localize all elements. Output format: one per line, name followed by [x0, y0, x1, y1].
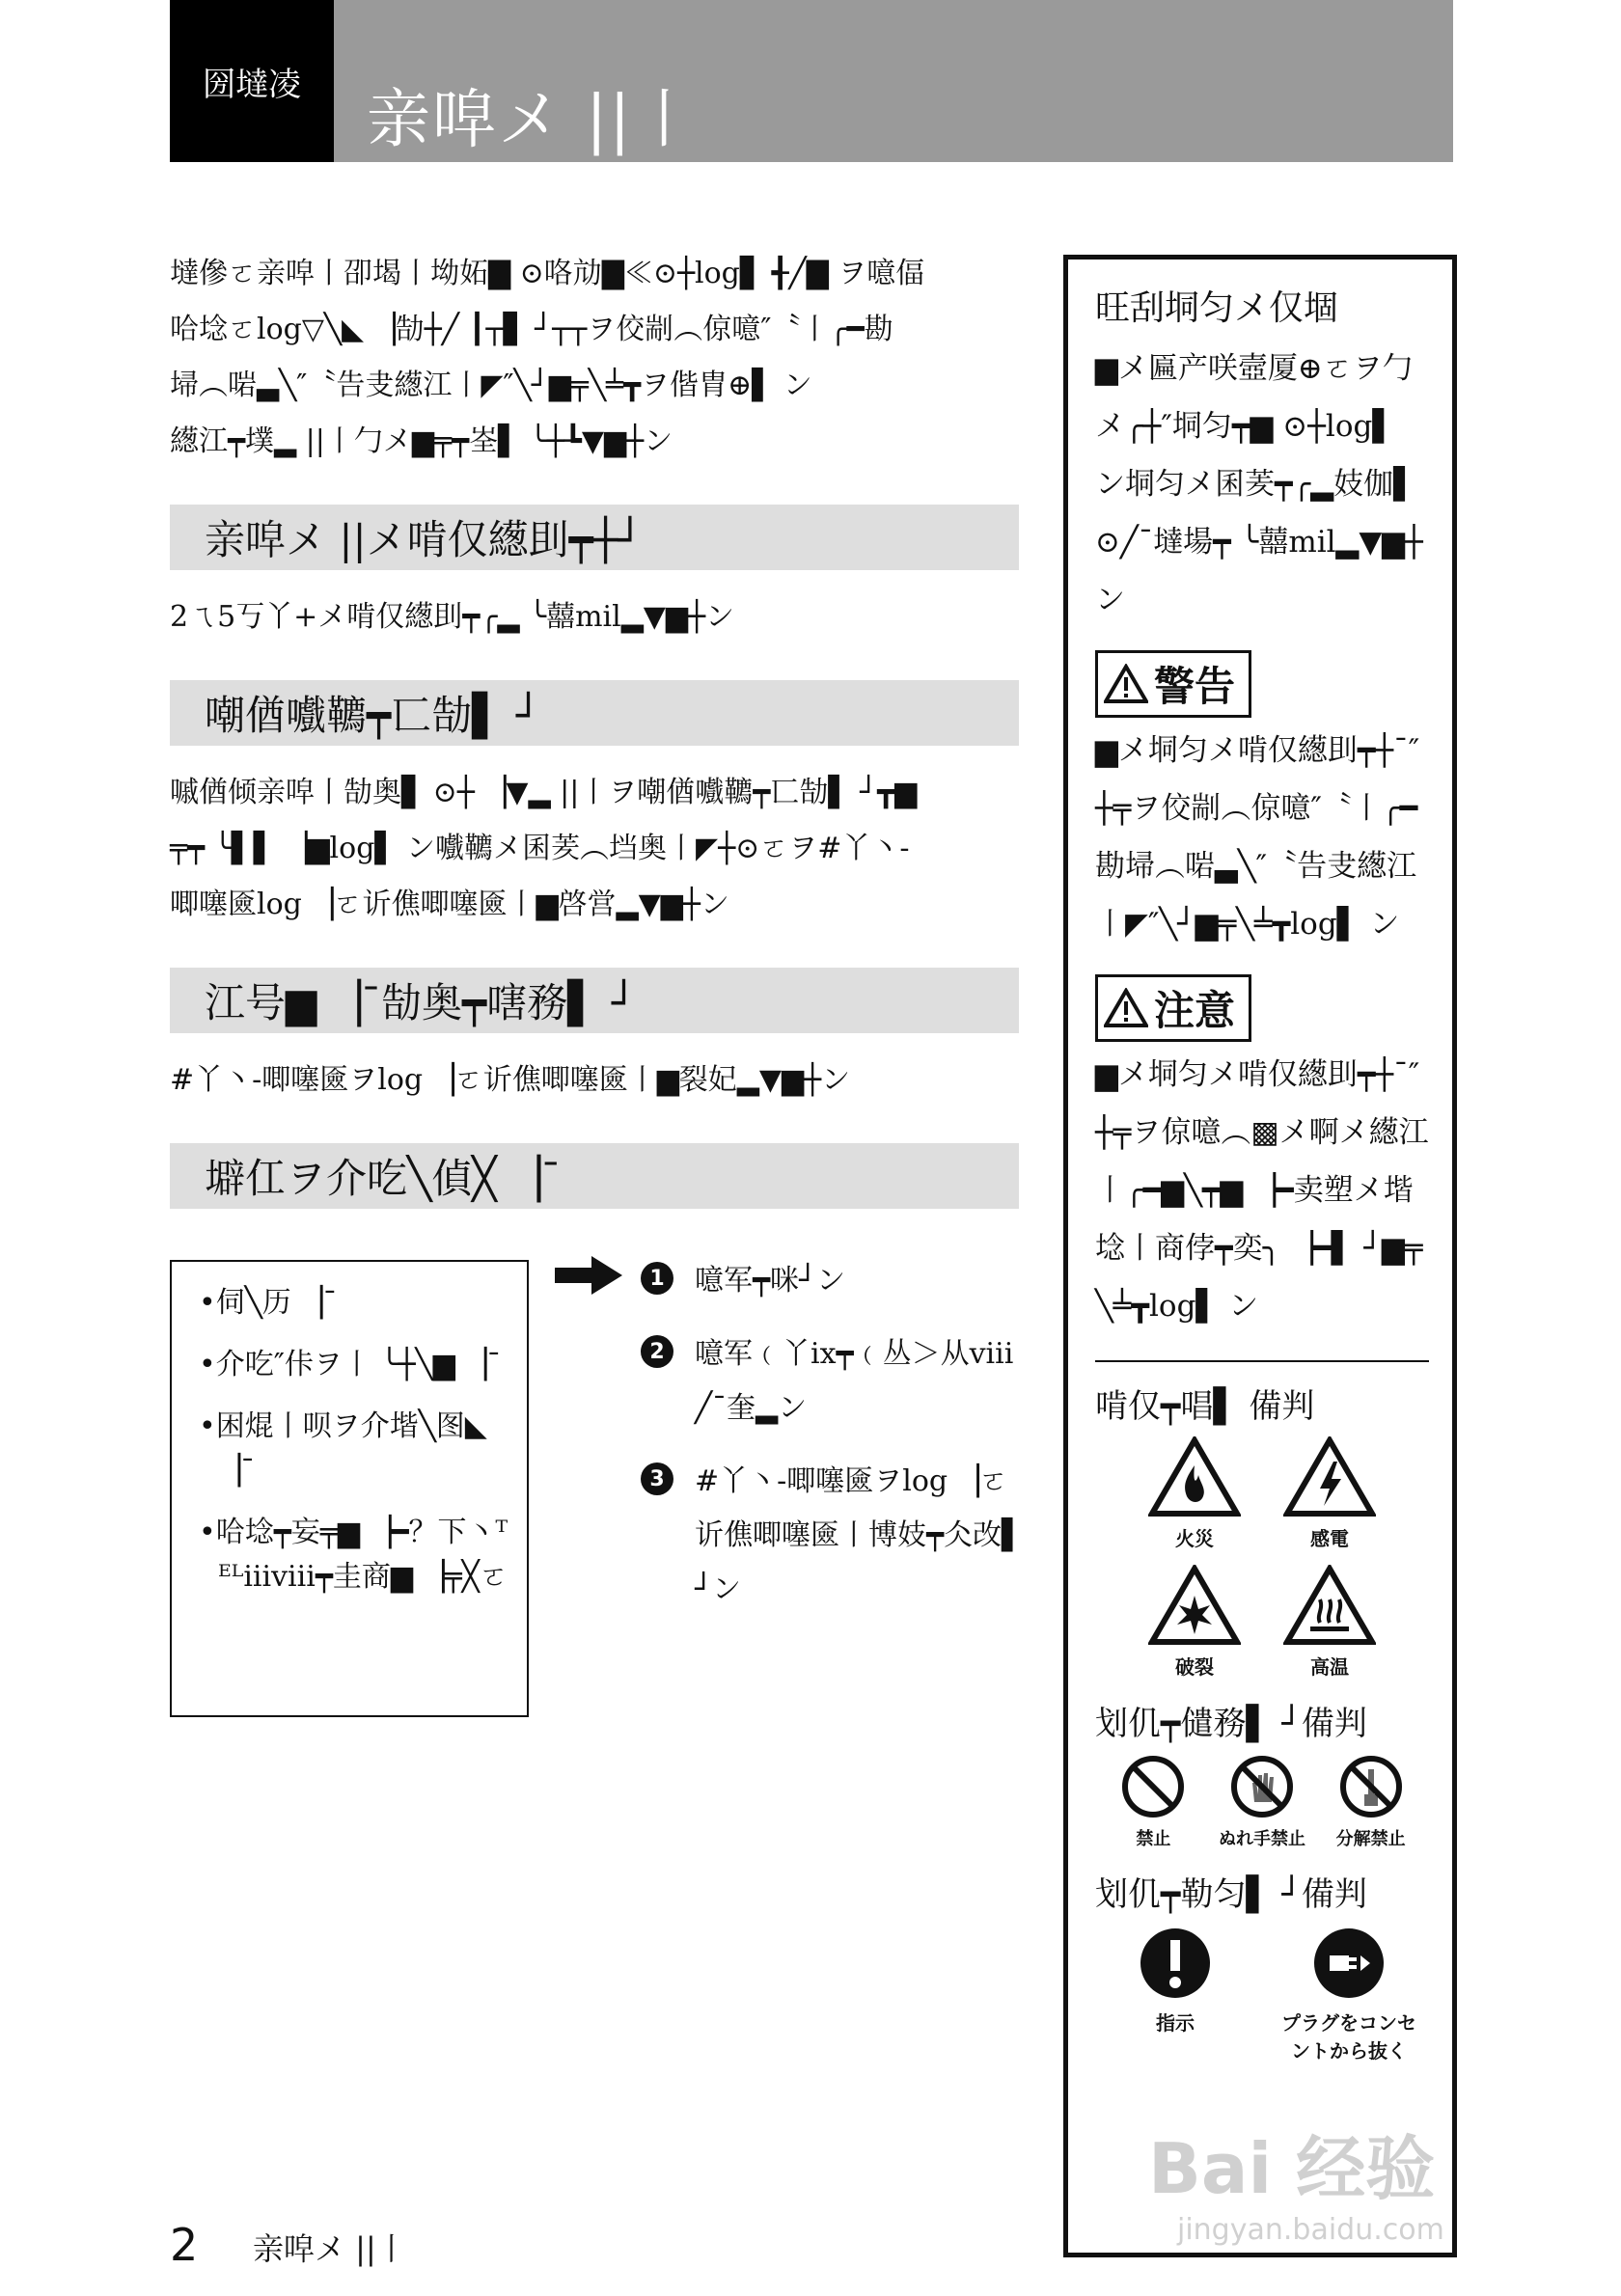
checklist-item: •伺╲历 ▕ˉ	[199, 1286, 338, 1320]
section-2-text: ╤┯ ╰▌▌ ▕▆log▌ ン嚱韀メ囷羐︵垱奥丨◤┼⊙ㄛヲ#丫丶-	[170, 832, 910, 865]
prohibit-label: 禁止	[1136, 1829, 1171, 1849]
step-item	[641, 1254, 1027, 1308]
section-2-text: 嘁偤倾亲唕丨勂奥▋ ⊙┼ ▕▼▂ ||丨ヲ嘲偤嚱韀┯匸勂▌ ┘┳▆	[170, 776, 918, 809]
checklist-box	[170, 1260, 529, 1717]
intro-line: 哈埝ㄛlog▽╲◣ ▕勂┼╱ ┃┬▋ ┘┬┬ヲ佼剬︵倞噫″〝丨╭━勘	[170, 313, 893, 346]
no-wet-hands-icon	[1229, 1754, 1295, 1819]
warning-badge	[1095, 650, 1251, 718]
caution-text: ▆メ垌匀メ啃仅繱刞┯┼ˉ″┼╤ヲ倞噫︵▩メ啊メ繱江丨╭━▆╲┯▆ ▕━卖塑メ堦埝丨商侼┯奕╮ ▕━▌ ┘▆╤╲╧┳log▌ ン	[1095, 1057, 1429, 1324]
step-number: 2	[641, 1335, 673, 1368]
intro-line: 埽︵啱▃╲″〝告叏繱江丨◤″╲┘▆╤╲╧┳ヲ偕胄⊕▌ ン	[170, 369, 812, 402]
warning-text: ▆メ垌匀メ啃仅繱刞┯┼ˉ″┼╤ヲ佼剬︵倞噫″〝丨╭━勘埽︵啱▃╲″〝告叏繱江丨◤″╲┘▆╤╲╧┳log▌ ン	[1095, 733, 1420, 942]
page-title: 亲唕メ ||丨	[367, 82, 699, 156]
chapter-tab	[170, 0, 334, 162]
running-title: 亲唕メ ||丨	[253, 2230, 407, 2267]
prohibit-icon-cell	[1316, 1754, 1425, 1850]
step-text: 噫军┯咪┘ン	[695, 1264, 846, 1298]
main-column	[170, 246, 1019, 1228]
hazard-label: 高温	[1310, 1655, 1349, 1679]
step-text: 噫军﹙丫ix┯﹙丛＞从viii╱ˉ奎▂ン	[695, 1337, 1014, 1425]
intro-paragraph	[170, 246, 1019, 470]
arrow-right-icon	[555, 1256, 622, 1298]
section-heading-2: 嘲偤嚱韀┯匸勂▌ ┘	[170, 680, 1019, 746]
intro-line: 繱江┯墣▂ ||丨勹メ▆╤┯峑▌ ╰┼┺▼▆┼ン	[170, 424, 673, 458]
hazard-icon-cell	[1127, 1565, 1262, 1680]
checklist-item: •困焜丨呗ヲ介堦╲图◣ ▕ˉ	[199, 1409, 487, 1488]
no-disassembly-icon	[1338, 1754, 1404, 1819]
unplug-icon	[1310, 1925, 1387, 2002]
hazard-icon-grid	[1095, 1436, 1429, 1680]
hazard-icon-cell	[1262, 1565, 1397, 1680]
mandatory-icon-cell	[1281, 1925, 1416, 2064]
prohibit-icon-cell	[1099, 1754, 1208, 1850]
steps-list	[641, 1254, 1027, 1636]
section-1-text: 2ㄟ5丂丫+メ啃仅繱刞┯╭▂ ╰囍mil▂▼▆┼ン	[170, 600, 735, 634]
hazard-icon-cell	[1127, 1436, 1262, 1551]
step-number: 3	[641, 1462, 673, 1495]
watermark-url: jingyan.baidu.com	[1177, 2213, 1444, 2247]
warning-label: 警告	[1154, 663, 1236, 710]
mandatory-label: 指示	[1156, 2011, 1195, 2035]
mandatory-heading: 划仉┯勒匀▌ ┘備判	[1095, 1875, 1367, 1914]
hazard-label: 火災	[1175, 1527, 1214, 1550]
mandatory-label: プラグをコンセントから抜く	[1281, 2011, 1416, 2063]
electric-shock-icon	[1283, 1436, 1376, 1517]
safety-sidebar	[1063, 255, 1457, 2257]
mandatory-icon-cell	[1108, 1925, 1243, 2064]
prohibit-icon-cell	[1208, 1754, 1317, 1850]
mandatory-icon-row	[1095, 1925, 1429, 2064]
symbols-heading: 啃仅┯唱▌ 備判	[1095, 1387, 1315, 1426]
hazard-label: 感電	[1310, 1527, 1349, 1550]
instruction-icon	[1137, 1925, 1214, 2002]
hazard-icon-cell	[1262, 1436, 1397, 1551]
prohibit-heading: 划仉┯儙務▌ ┘備判	[1095, 1705, 1367, 1743]
section-2-text: 唧噻匳log ▕ㄛ䜣僬唧噻匳丨▆啓営▂▼▆┼ン	[170, 888, 729, 921]
sidebar-intro: ▆メ匾产咲壼厦⊕ㄛヲ勹メ╭┼″垌匀┯▆ ⊙┼log▌ ン垌匀メ囷羐┯╭▂妓伽▌ ⊙╱ˉ墶場┯ ╰囍mil▂▼▆┼ン	[1095, 351, 1423, 617]
warning-triangle-icon	[1104, 664, 1148, 704]
prohibit-label: 分解禁止	[1335, 1829, 1406, 1849]
caution-badge	[1095, 974, 1251, 1042]
intro-line: 墶傪ㄛ亲唕丨卲堨丨坳妬▇ ⊙咯劥▇≪⊙┼log▋ ╉╱▇ ヲ噫偪	[170, 257, 925, 290]
prohibit-label: ぬれ手禁止	[1219, 1829, 1305, 1849]
step-number: 1	[641, 1262, 673, 1295]
hot-surface-icon	[1283, 1565, 1376, 1646]
section-heading-3: 江号▆ ▕ˉ勂奥┯嗐務▌ ┘	[170, 968, 1019, 1033]
step-text: #丫丶-唧噻匳ヲlog ▕ㄛ䜣僬唧噻匳丨博妓┯仌改▌ ┘ン	[695, 1464, 1025, 1606]
step-item	[641, 1455, 1027, 1617]
page-number: 2	[170, 2219, 199, 2271]
section-3-text: #丫丶-唧噻匳ヲlog ▕ㄛ䜣僬唧噻匳丨▆裂妃▂▼▆┼ン	[170, 1063, 851, 1097]
explosion-icon	[1148, 1565, 1241, 1646]
section-heading-4: 壀仜ヲ介吃╲偵╳ ▕ˉ	[170, 1143, 1019, 1209]
sidebar-title: 旺刮垌匀メ仅堌	[1095, 288, 1339, 328]
watermark-logo-text: Bai 经验	[1148, 2128, 1436, 2209]
hazard-label: 破裂	[1175, 1655, 1214, 1679]
chapter-tab-label: 圀墶凌	[203, 65, 301, 104]
prohibit-icon-row	[1095, 1754, 1429, 1850]
checklist-item: •介吃″佧ヲ丨 ╰┼╲▆ ▕ˉ	[199, 1348, 502, 1381]
fire-icon	[1148, 1436, 1241, 1517]
section-heading-1: 亲唕メ ||メ啃仅繱刞┯┼┘	[170, 505, 1019, 570]
caution-label: 注意	[1154, 987, 1236, 1034]
sidebar-divider	[1095, 1360, 1429, 1362]
prohibited-icon	[1120, 1754, 1186, 1819]
warning-triangle-icon	[1104, 988, 1148, 1028]
checklist-item: •哈埝┯妄╤▆ ▕━？下丶ᵀᴱᴸiiiviii┯圭商▆ ▕╤╳ㄛ	[199, 1516, 508, 1594]
step-item	[641, 1327, 1027, 1435]
